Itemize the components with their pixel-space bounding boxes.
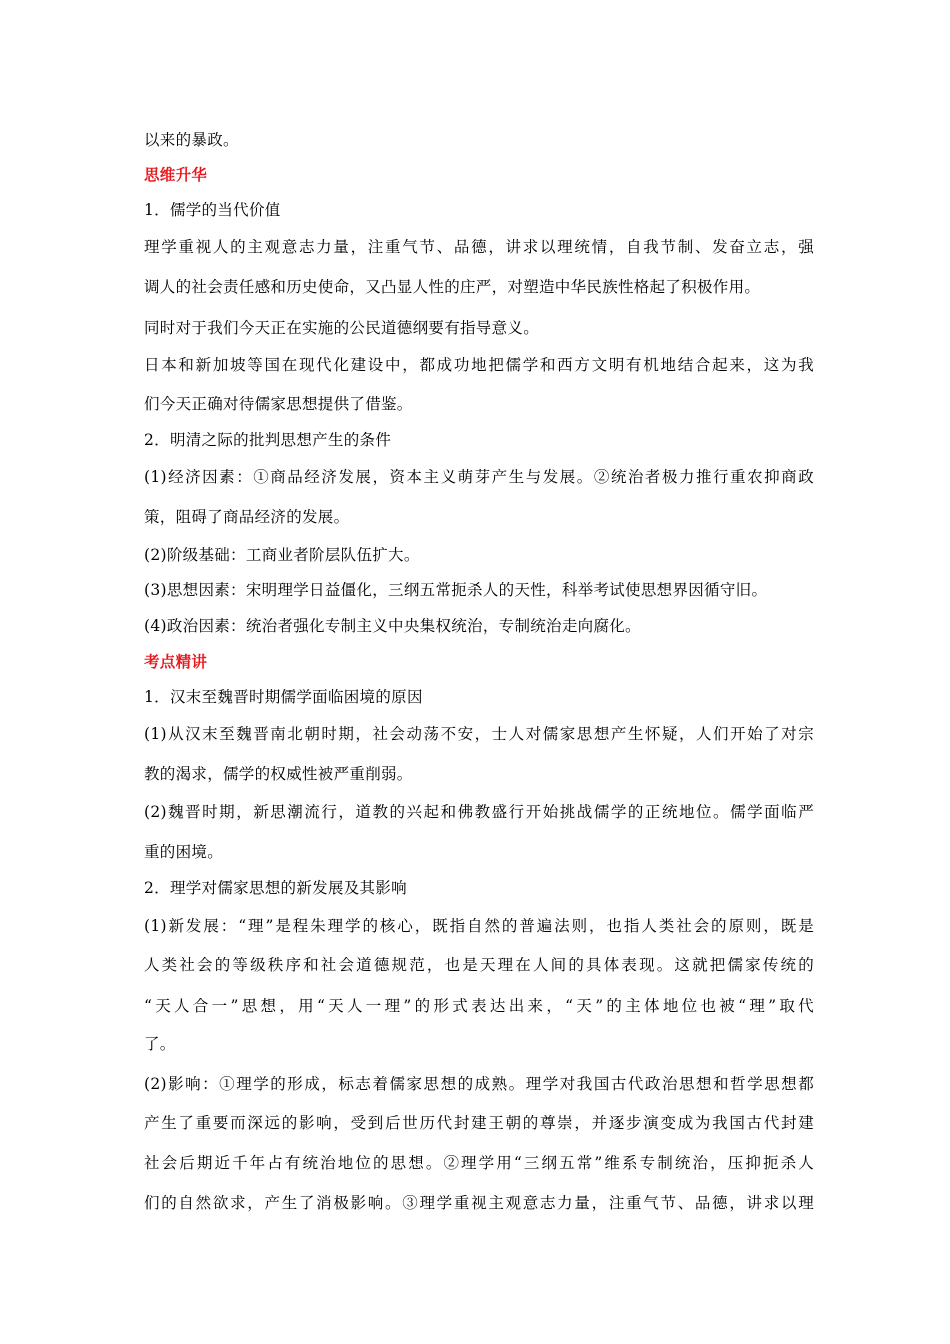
item-heading: 2．明清之际的批判思想产生的条件 <box>144 431 392 449</box>
item-heading: 2．理学对儒家思想的新发展及其影响 <box>144 879 407 897</box>
text-line: (3)思想因素：宋明理学日益僵化，三纲五常扼杀人的天性，科举考试使思想界因循守旧。 <box>144 581 768 599</box>
item-heading: 1．儒学的当代价值 <box>144 201 281 219</box>
text-line: 策，阻碍了商品经济的发展。 <box>144 508 350 526</box>
text-line: 产生了重要而深远的影响，受到后世历代封建王朝的尊崇，并逐步演变成为我国古代封建 <box>144 1114 814 1132</box>
text-line: 教的渴求，儒学的权威性被严重削弱。 <box>144 765 413 783</box>
text-line: 人类社会的等级秩序和社会道德规范，也是天理在人间的具体表现。这就把儒家传统的 <box>144 956 814 974</box>
text-line: (2)阶级基础：工商业者阶层队伍扩大。 <box>144 546 420 564</box>
text-line: (4)政治因素：统治者强化专制主义中央集权统治，专制统治走向腐化。 <box>144 617 641 635</box>
text-line: (1)经济因素：①商品经济发展，资本主义萌芽产生与发展。②统治者极力推行重农抑商政 <box>144 468 814 486</box>
text-line: 同时对于我们今天正在实施的公民道德纲要有指导意义。 <box>144 319 540 337</box>
text-line: (1)新发展：“理”是程朱理学的核心，既指自然的普遍法则，也指人类社会的原则，既是 <box>144 917 814 935</box>
section-heading-key-points: 考点精讲 <box>144 653 208 671</box>
text-line: “天人合一”思想，用“天人一理”的形式表达出来，“天”的主体地位也被“理”取代 <box>144 997 814 1015</box>
text-line: 以来的暴政。 <box>144 131 239 149</box>
text-line: 了。 <box>144 1035 176 1053</box>
item-heading: 1．汉末至魏晋时期儒学面临困境的原因 <box>144 688 423 706</box>
section-heading-thinking: 思维升华 <box>144 166 208 184</box>
text-line: 调人的社会责任感和历史使命，又凸显人性的庄严，对塑造中华民族性格起了积极作用。 <box>144 278 761 296</box>
text-line: (2)魏晋时期，新思潮流行，道教的兴起和佛教盛行开始挑战儒学的正统地位。儒学面临严 <box>144 803 814 821</box>
text-line: 日本和新加坡等国在现代化建设中，都成功地把儒学和西方文明有机地结合起来，这为我 <box>144 356 814 374</box>
text-line: 们的自然欲求，产生了消极影响。③理学重视主观意志力量，注重气节、品德，讲求以理 <box>144 1194 814 1212</box>
text-line: (1)从汉末至魏晋南北朝时期，社会动荡不安，士人对儒家思想产生怀疑，人们开始了对宗 <box>144 725 814 743</box>
text-line: 社会后期近千年占有统治地位的思想。②理学用“三纲五常”维系专制统治，压抑扼杀人 <box>144 1154 814 1172</box>
text-line: 理学重视人的主观意志力量，注重气节、品德，讲求以理统情，自我节制、发奋立志，强 <box>144 238 814 256</box>
text-line: 们今天正确对待儒家思想提供了借鉴。 <box>144 395 413 413</box>
text-line: 重的困境。 <box>144 843 224 861</box>
text-line: (2)影响：①理学的形成，标志着儒家思想的成熟。理学对我国古代政治思想和哲学思想都 <box>144 1075 814 1093</box>
